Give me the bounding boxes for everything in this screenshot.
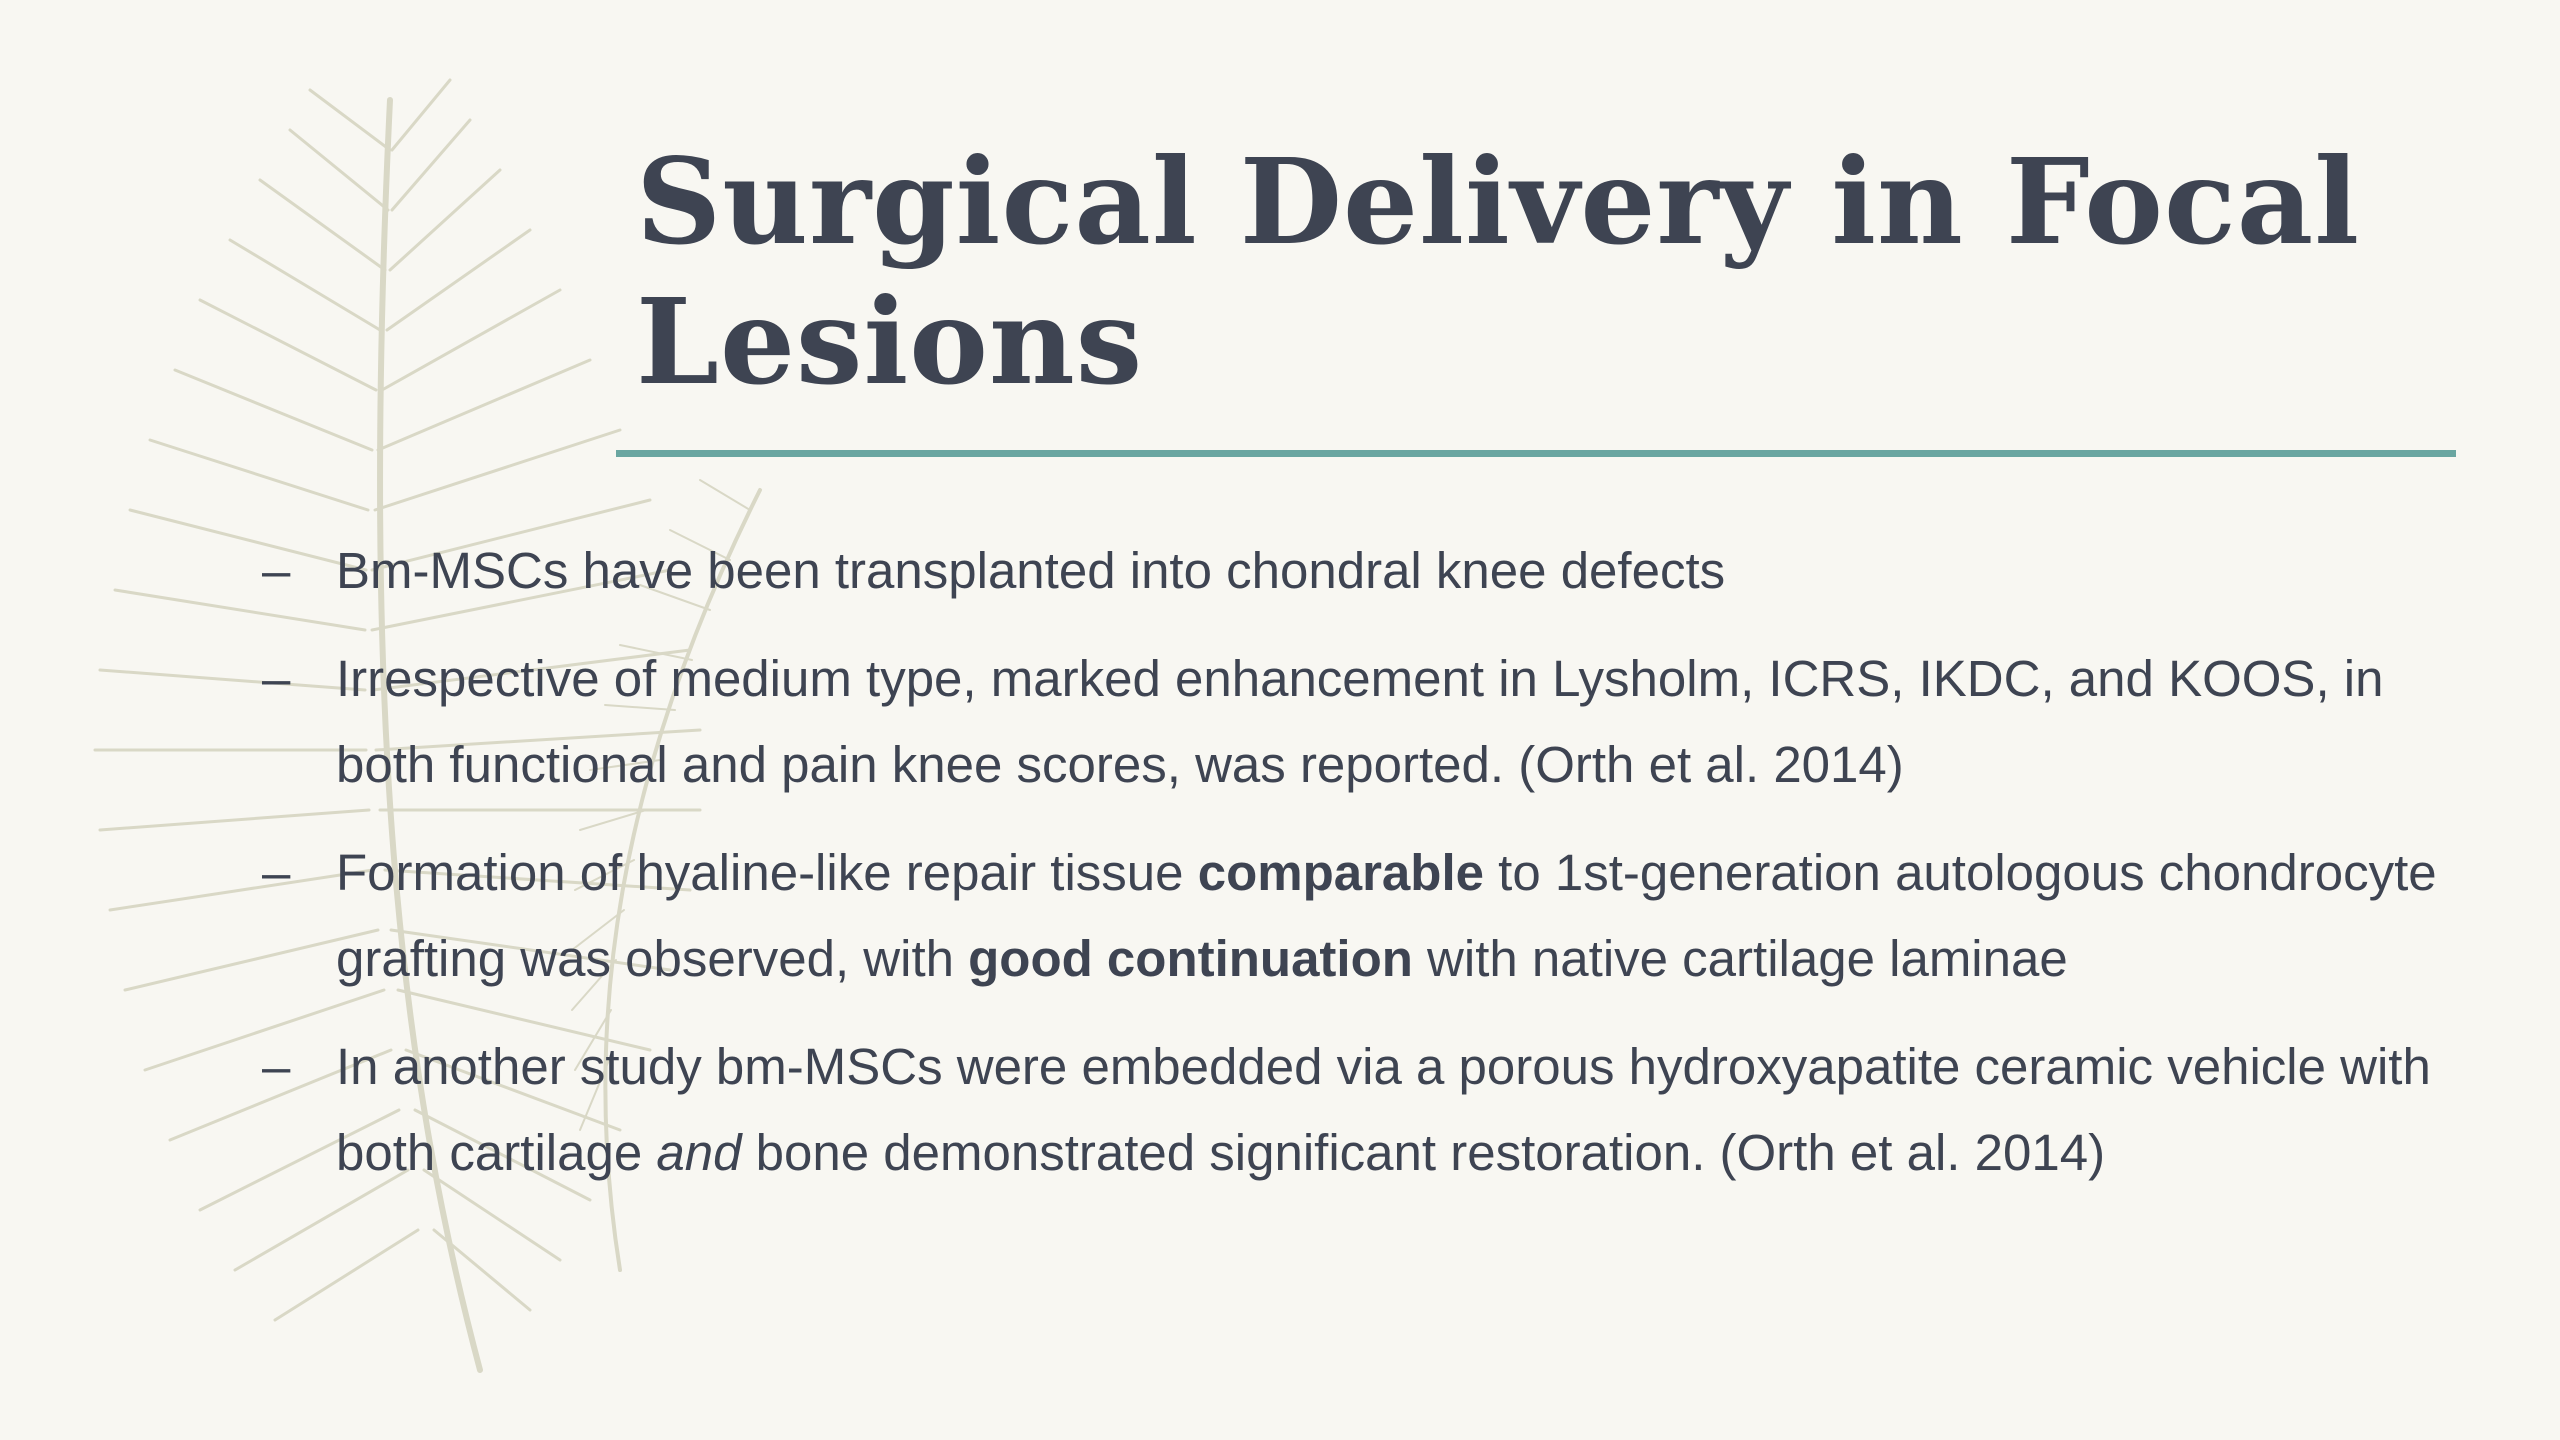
bullet-text-segment: Bm-MSCs have been transplanted into chondral knee defects [336, 542, 1726, 599]
slide-title-line-1: Surgical Delivery in Focal [636, 132, 2361, 271]
bullet-text-segment: bone demonstrated significant restoration. (Orth et al. 2014) [741, 1124, 2106, 1181]
bullet-text-segment: with native cartilage laminae [1412, 930, 2068, 987]
bullet-list [262, 528, 2462, 1218]
bullet-item [262, 1024, 2462, 1196]
bullet-emphasis-bold: good continuation [968, 930, 1413, 987]
bullet-item [262, 528, 2462, 614]
bullet-dash: – [262, 542, 291, 599]
bullet-dash: – [262, 650, 291, 707]
bullet-text-segment: Irrespective of medium type, marked enhancement in Lysholm, ICRS, IKDC, and KOOS, in both functional and pain knee scores, was reported. (Orth et al. 2014) [336, 650, 2384, 793]
bullet-text-segment: to 1st-generation autologous chondrocyte grafting was observed, with [336, 844, 2437, 987]
bullet-emphasis-bold: comparable [1197, 844, 1484, 901]
bullet-text [336, 844, 2437, 987]
bullet-dash: – [262, 844, 291, 901]
bullet-item [262, 636, 2462, 808]
bullet-text [336, 650, 2383, 793]
slide-title-line-2: Lesions [636, 272, 1144, 411]
bullet-text [336, 542, 1725, 599]
slide-title [636, 132, 2456, 412]
bullet-text [336, 1038, 2431, 1181]
bullet-emphasis-italic: and [656, 1124, 742, 1181]
bullet-dash: – [262, 1038, 291, 1095]
bullet-item [262, 830, 2462, 1002]
bullet-text-segment: Formation of hyaline-like repair tissue [336, 844, 1198, 901]
title-divider [616, 450, 2456, 457]
bullet-text-segment: In another study bm-MSCs were embedded via a porous hydroxyapatite ceramic vehicle with both cartilage [336, 1038, 2431, 1181]
